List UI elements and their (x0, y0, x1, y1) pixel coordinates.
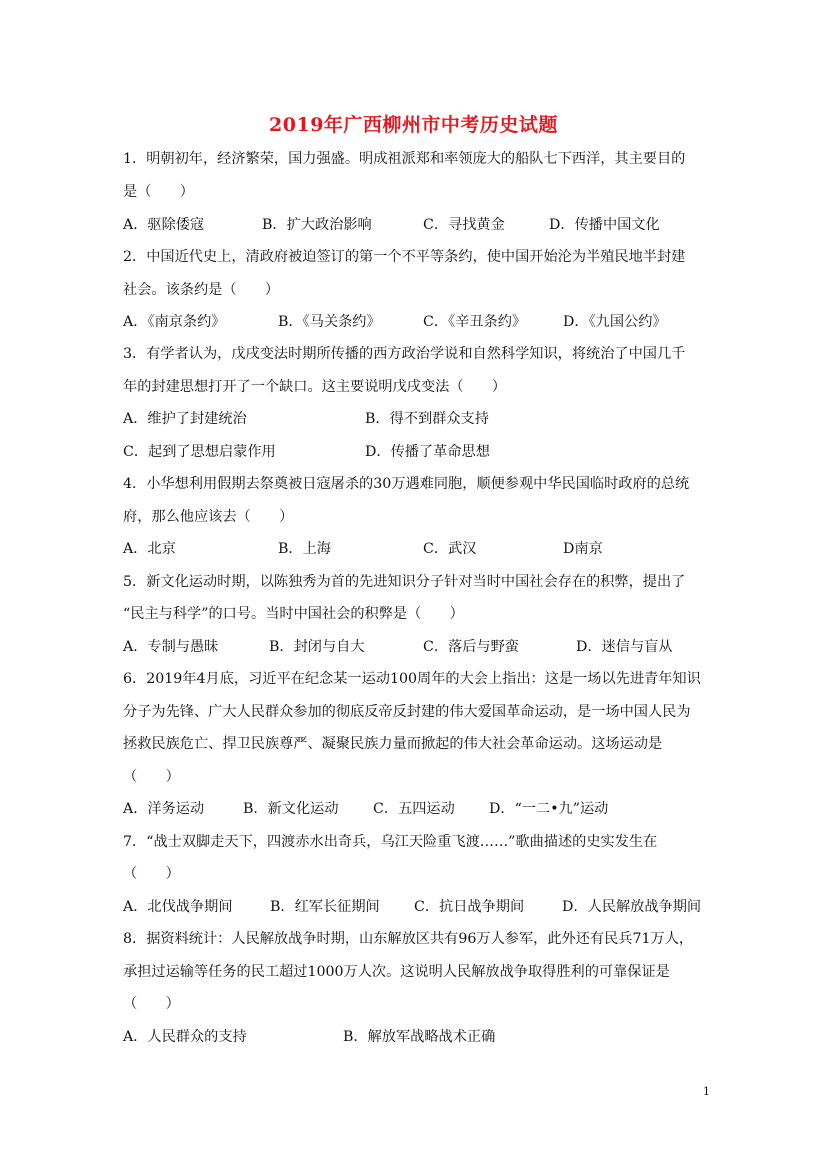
option-a: A．北京 (123, 541, 176, 557)
question-text: 7．“战士双脚走天下，四渡赤水出奇兵，乌江天险重飞渡……”歌曲描述的史实发生在 (123, 834, 658, 850)
option-a: A．《南京条约》 (123, 314, 226, 330)
question-text: 5．新文化运动时期，以陈独秀为首的先进知识分子针对当时中国社会存在的积弊，提出了 (123, 574, 686, 590)
option-c: C．《辛丑条约》 (423, 314, 527, 330)
option-d: D．《九国公约》 (563, 314, 667, 330)
option-c: C．抗日战争期间 (414, 899, 525, 915)
option-a: A．洋务运动 (123, 801, 205, 817)
question-text: （ ） (123, 769, 180, 785)
option-c: C．武汉 (423, 541, 477, 557)
option-c: C．五四运动 (373, 801, 455, 817)
option-c: C．寻找黄金 (423, 217, 505, 233)
question-text: 6．2019年4月底，习近平在纪念某一运动100周年的大会上指出：这是一场以先进青年知识 (123, 671, 701, 687)
option-d: D．传播了革命思想 (365, 444, 490, 460)
question-text: 府，那么他应该去（ ） (123, 509, 294, 525)
option-d: D．传播中国文化 (549, 217, 660, 233)
option-a: A．维护了封建统治 (123, 411, 247, 427)
question-text: 承担过运输等任务的民工超过1000万人次。这说明人民解放战争取得胜利的可靠保证是 (123, 964, 670, 980)
question-text: 年的封建思想打开了一个缺口。这主要说明戊戌变法（ ） (123, 379, 507, 395)
option-b: B．新文化运动 (243, 801, 339, 817)
option-b: B．红军长征期间 (270, 899, 380, 915)
option-a: A．专制与愚昧 (123, 639, 219, 655)
question-text: （ ） (123, 866, 180, 882)
option-b: B．扩大政治影响 (262, 217, 372, 233)
option-d: D．“一二•九”运动 (489, 801, 609, 817)
option-c: C．起到了思想启蒙作用 (123, 444, 276, 460)
option-a: A．人民群众的支持 (123, 1029, 247, 1045)
question-text: 2．中国近代史上，清政府被迫签订的第一个不平等条约，使中国开始沦为半殖民地半封建 (123, 249, 686, 265)
question-text: 社会。该条约是（ ） (123, 282, 280, 298)
question-text: 4．小华想利用假期去祭奠被日寇屠杀的30万遇难同胞，顺便参观中华民国临时政府的总统 (123, 476, 690, 492)
option-c: C．落后与野蛮 (423, 639, 519, 655)
question-text: 拯救民族危亡、捍卫民族尊严、凝聚民族力量而掀起的伟大社会革命运动。这场运动是 (123, 736, 663, 752)
option-b: B．《马关条约》 (278, 314, 381, 330)
exam-title: 2019年广西柳州市中考历史试题 (269, 114, 558, 136)
question-text: 分子为先锋、广大人民群众参加的彻底反帝反封建的伟大爱国革命运动，是一场中国人民为 (123, 704, 691, 720)
option-b: B．得不到群众支持 (365, 411, 489, 427)
option-a: A．北伐战争期间 (123, 899, 233, 915)
question-text: “民主与科学”的口号。当时中国社会的积弊是（ ） (123, 606, 464, 622)
option-b: B．上海 (278, 541, 331, 557)
option-d: D．人民解放战争期间 (562, 899, 702, 915)
option-d: D．迷信与盲从 (576, 639, 673, 655)
question-text: 1．明朝初年，经济繁荣，国力强盛。明成祖派郑和率领庞大的船队七下西洋，其主要目的 (123, 151, 686, 167)
page-number: 1 (703, 1085, 710, 1098)
option-d: D南京 (563, 541, 603, 557)
question-text: 是（ ） (123, 184, 194, 200)
question-text: （ ） (123, 996, 180, 1012)
option-b: B．封闭与自大 (269, 639, 365, 655)
question-text: 3．有学者认为，戊戌变法时期所传播的西方政治学说和自然科学知识，将统治了中国几千 (123, 346, 686, 362)
question-text: 8．据资料统计：人民解放战争时期，山东解放区共有96万人参军，此外还有民兵71万人， (123, 931, 694, 947)
option-a: A．驱除倭寇 (123, 217, 205, 233)
option-b: B．解放军战略战术正确 (343, 1029, 496, 1045)
